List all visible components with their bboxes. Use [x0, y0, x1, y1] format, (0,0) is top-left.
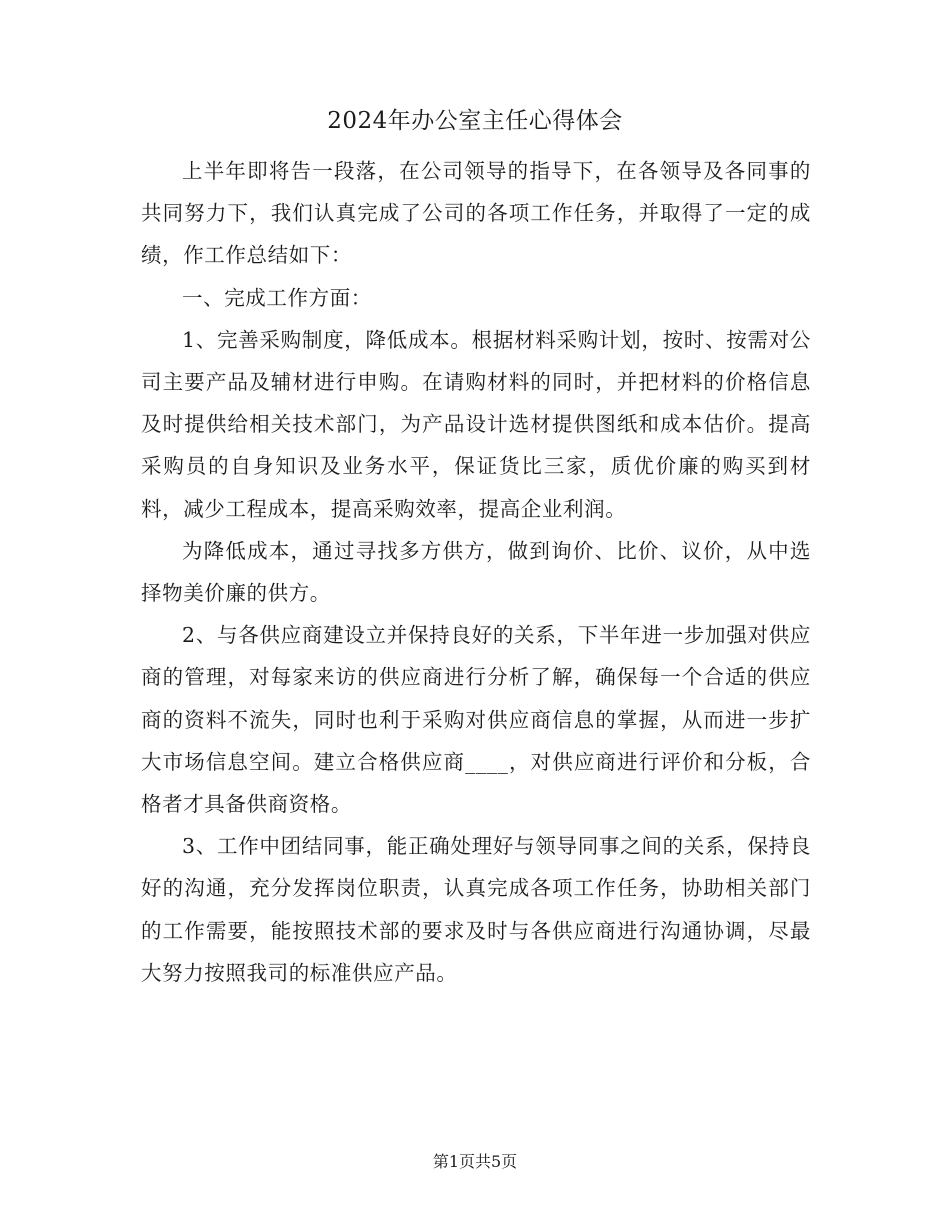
page-number-footer: 第1页共5页 [432, 1152, 518, 1171]
paragraph-cost-reduction: 为降低成本，通过寻找多方供方，做到询价、比价、议价，从中选择物美价廉的供方。 [141, 538, 811, 606]
paragraph-section-heading: 一、完成工作方面： [182, 285, 372, 310]
paragraph-intro: 上半年即将告一段落，在公司领导的指导下，在各领导及各同事的共同努力下，我们认真完成了公司的各项工作任务，并取得了一定的成绩，作工作总结如下： [141, 159, 811, 268]
paragraph-item-2: 2、与各供应商建设立并保持良好的关系，下半年进一步加强对供应商的管理，对每家来访的供应商进行分析了解，确保每一个合适的供应商的资料不流失，同时也利于采购对供应商信息的掌握，从而进一步扩大市场信息空间。建立合格供应商____，对供应商进行评价和分板，合格者才具备供商资格。 [141, 623, 811, 817]
paragraph-item-1: 1、完善采购制度，降低成本。根据材料采购计划，按时、按需对公司主要产品及辅材进行申购。在请购材料的同时，并把材料的价格信息及时提供给相关技术部门，为产品设计选材提供图纸和成本估价。提高采购员的自身知识及业务水平，保证货比三家，质优价廉的购买到材料，减少工程成本，提高采购效率，提高企业利润。 [141, 327, 811, 521]
document-body [141, 150, 811, 994]
document-title: 2024年办公室主任心得体会 [327, 108, 623, 134]
paragraph-item-3: 3、工作中团结同事，能正确处理好与领导同事之间的关系，保持良好的沟通，充分发挥岗位职责，认真完成各项工作任务，协助相关部门的工作需要，能按照技术部的要求及时与各供应商进行沟通协调，尽最大努力按照我司的标准供应产品。 [141, 834, 811, 985]
